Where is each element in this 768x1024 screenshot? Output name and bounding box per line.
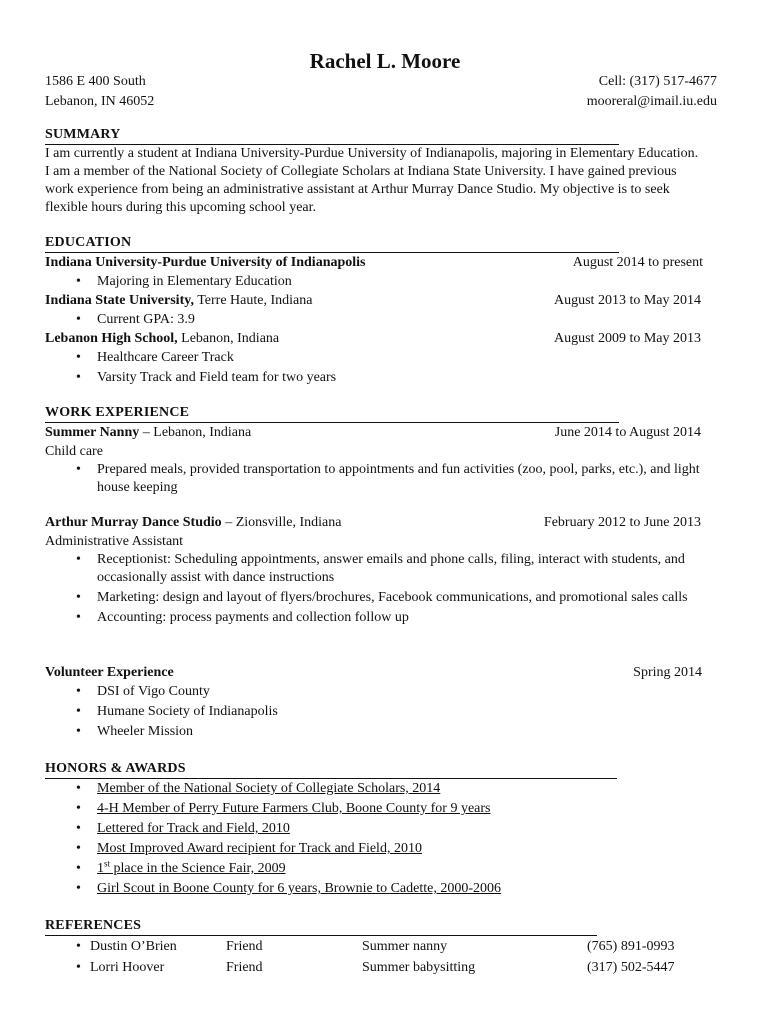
education-section [45,234,725,388]
list-item-text: 1st place in the Science Fair, 2009 [97,858,286,876]
list-item-text: Varsity Track and Field team for two years [97,370,337,385]
volunteer-section [45,663,725,742]
job-role: Administrative Assistant [45,534,184,549]
list-item-text: Most Improved Award recipient for Track and Field, 2010 [97,841,422,856]
list-item-text: Receptionist: Scheduling appointments, answer emails and phone calls, filing, interact with students, and occasionally assist with dance instructions [97,552,685,585]
bullet: • [76,590,81,605]
reference-context: Summer babysitting [362,960,476,975]
list-item [45,799,725,819]
list-item [45,368,725,388]
bullet: • [76,821,81,836]
education-dates: August 2014 to present [572,255,703,270]
bullet: • [76,960,81,975]
bullet: • [76,462,81,477]
address-line-1: 1586 E 400 South [45,74,146,89]
education-entry [45,329,725,348]
bullet: • [76,274,81,289]
list-item-text: Wheeler Mission [97,724,194,739]
list-item [45,859,725,879]
school-name: Lebanon High School, [45,331,178,346]
references-heading: REFERENCES [45,917,597,936]
reference-name: Lorri Hoover [90,960,165,975]
education-dates: August 2013 to May 2014 [554,293,701,308]
job-entry [45,513,725,532]
list-item [45,879,725,899]
school-name: Indiana State University, [45,293,194,308]
bullet: • [76,724,81,739]
list-item [45,779,725,799]
list-item [45,702,725,722]
list-item-text: Healthcare Career Track [97,350,234,365]
reference-phone: (765) 891-0993 [587,939,675,954]
education-entry [45,253,725,272]
education-dates: August 2009 to May 2013 [554,331,701,346]
bullet: • [76,861,81,876]
list-item-text: Member of the National Society of Collegiate Scholars, 2014 [97,781,441,796]
list-item-text: Lettered for Track and Field, 2010 [97,821,290,836]
bullet: • [76,841,81,856]
bullet: • [76,312,81,327]
work-heading: WORK EXPERIENCE [45,404,619,423]
list-item [45,839,725,859]
reference-name: Dustin O’Brien [90,939,177,954]
list-item [45,551,709,587]
list-item-text: Accounting: process payments and collection follow up [97,610,409,625]
honors-heading: HONORS & AWARDS [45,760,617,779]
job-role: Child care [45,444,103,459]
list-item-text: 4-H Member of Perry Future Farmers Club, Boone County for 9 years [97,801,491,816]
list-item [45,589,709,607]
honors-section [45,760,725,899]
reference-context: Summer nanny [362,939,448,954]
bullet: • [76,939,81,954]
reference-relation: Friend [226,960,263,975]
list-item [45,310,725,329]
address-line-2: Lebanon, IN 46052 [45,94,155,109]
list-item-text: Current GPA: 3.9 [97,312,195,327]
list-item-text: DSI of Vigo County [97,684,210,699]
references-section [45,917,725,978]
list-item [45,348,725,368]
contact-block [417,72,717,112]
bullet: • [76,881,81,896]
volunteer-heading: Volunteer Experience [45,665,174,680]
bullet: • [76,370,81,385]
job-entry [45,423,725,442]
employer-location: – Zionsville, Indiana [221,515,342,530]
summary-heading: SUMMARY [45,126,619,145]
list-item [45,461,717,497]
education-heading: EDUCATION [45,234,619,253]
bullet: • [76,610,81,625]
job-dates: February 2012 to June 2013 [543,515,701,530]
resume-name: Rachel L. Moore [309,49,461,73]
email-address: mooreral@imail.iu.edu [586,94,717,109]
reference-row [45,936,725,957]
list-item-text: Marketing: design and layout of flyers/brochures, Facebook communications, and promotional sales calls [97,590,688,605]
cell-phone: Cell: (317) 517-4677 [598,74,717,89]
list-item-text: Majoring in Elementary Education [97,274,292,289]
employer-name: Arthur Murray Dance Studio [45,515,222,530]
employer-location: – Lebanon, Indiana [139,425,252,440]
list-item-text: Girl Scout in Boone County for 6 years, Brownie to Cadette, 2000-2006 [97,881,501,896]
list-item [45,722,725,742]
education-entry [45,291,725,310]
bullet: • [76,350,81,365]
list-item-text: Humane Society of Indianapolis [97,704,278,719]
reference-relation: Friend [226,939,263,954]
volunteer-dates: Spring 2014 [633,665,702,680]
summary-text: I am currently a student at Indiana University-Purdue University of Indianapolis, majoring in Elementary Education. I am a member of the National Society of Collegiate Scholars at Indiana State University. I have gained previous work experience from being an administrative assistant at Arthur Murray Dance Studio. My objective is to seek flexible hours during this upcoming school year. [45,146,699,215]
job-dates: June 2014 to August 2014 [554,425,701,440]
bullet: • [76,684,81,699]
list-item [45,272,725,291]
bullet: • [76,552,81,567]
school-location: Lebanon, Indiana [177,331,280,346]
reference-row [45,957,725,978]
bullet: • [76,704,81,719]
work-section [45,404,725,629]
list-item [45,682,725,702]
list-item-text: Prepared meals, provided transportation to appointments and fun activities (zoo, pool, parks, etc.), and light house keeping [97,462,700,495]
summary-section [45,126,725,217]
reference-phone: (317) 502-5447 [587,960,675,975]
list-item [45,609,725,627]
volunteer-header [45,663,725,682]
school-location: Terre Haute, Indiana [193,293,313,308]
list-item [45,819,725,839]
school-name: Indiana University-Purdue University of Indianapolis [45,255,366,270]
address-block [45,72,154,112]
bullet: • [76,801,81,816]
employer-name: Summer Nanny [45,425,140,440]
bullet: • [76,781,81,796]
